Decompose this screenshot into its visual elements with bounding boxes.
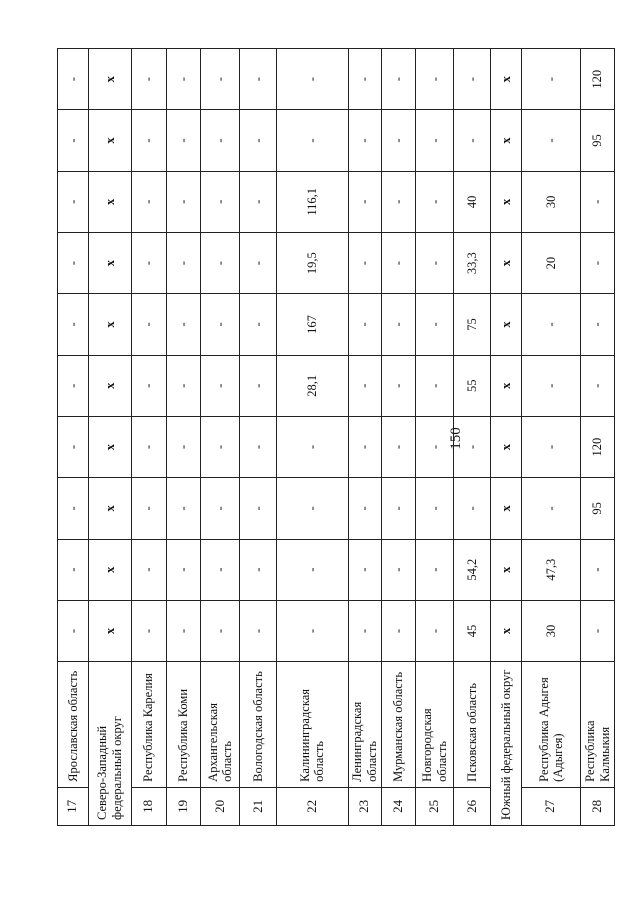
value-cell: - (131, 416, 166, 477)
value-cell: - (381, 600, 416, 661)
table-row (58, 49, 89, 826)
value-cell: - (416, 294, 454, 355)
table-container (57, 48, 615, 826)
value-cell: х (491, 49, 522, 110)
value-cell: 95 (581, 110, 615, 171)
value-cell: - (240, 294, 277, 355)
value-cell: х (88, 232, 131, 293)
district-name-cell: Северо-Западный федеральный округ (88, 662, 131, 826)
row-number-cell: 22 (277, 787, 349, 825)
data-table (57, 48, 615, 826)
region-name-cell: Республика Коми (166, 662, 201, 788)
value-cell: - (381, 294, 416, 355)
value-cell: 75 (454, 294, 491, 355)
row-number-cell: 24 (381, 787, 416, 825)
value-cell: - (416, 171, 454, 232)
value-cell: 116,1 (277, 171, 349, 232)
value-cell: х (88, 355, 131, 416)
region-name-cell: Республика Адыгея (Адыгея) (521, 662, 580, 788)
value-cell: - (521, 355, 580, 416)
value-cell: х (491, 539, 522, 600)
value-cell: - (416, 110, 454, 171)
row-number-cell: 20 (201, 787, 240, 825)
value-cell: - (131, 110, 166, 171)
value-cell: - (58, 539, 89, 600)
value-cell: - (381, 49, 416, 110)
value-cell: х (88, 49, 131, 110)
value-cell: - (348, 600, 381, 661)
value-cell: - (348, 355, 381, 416)
value-cell: - (131, 600, 166, 661)
value-cell: - (416, 416, 454, 477)
region-name-cell: Вологодская область (240, 662, 277, 788)
value-cell: х (491, 600, 522, 661)
region-name-cell: Ленинградская область (348, 662, 381, 788)
region-name-cell: Республика Карелия (131, 662, 166, 788)
value-cell: 54,2 (454, 539, 491, 600)
value-cell: - (521, 416, 580, 477)
row-number-cell: 23 (348, 787, 381, 825)
value-cell: - (240, 478, 277, 539)
value-cell: 95 (581, 478, 615, 539)
value-cell: - (521, 478, 580, 539)
value-cell: - (131, 171, 166, 232)
value-cell: - (277, 49, 349, 110)
row-number-cell: 25 (416, 787, 454, 825)
value-cell: - (201, 232, 240, 293)
value-cell: - (58, 49, 89, 110)
value-cell: - (348, 171, 381, 232)
row-number-cell: 21 (240, 787, 277, 825)
value-cell: - (581, 539, 615, 600)
table-row (201, 49, 240, 826)
value-cell: 47,3 (521, 539, 580, 600)
value-cell: 19,5 (277, 232, 349, 293)
value-cell: - (166, 600, 201, 661)
value-cell: 120 (581, 416, 615, 477)
value-cell: - (521, 110, 580, 171)
value-cell: 55 (454, 355, 491, 416)
value-cell: - (381, 110, 416, 171)
value-cell: - (277, 600, 349, 661)
value-cell: - (201, 600, 240, 661)
value-cell: - (277, 478, 349, 539)
value-cell: 120 (581, 49, 615, 110)
value-cell: - (131, 355, 166, 416)
value-cell: - (381, 171, 416, 232)
region-name-cell: Новгородская область (416, 662, 454, 788)
value-cell: - (201, 539, 240, 600)
value-cell: - (454, 478, 491, 539)
value-cell: х (88, 600, 131, 661)
value-cell: 20 (521, 232, 580, 293)
value-cell: - (166, 539, 201, 600)
value-cell: - (166, 232, 201, 293)
value-cell: - (277, 416, 349, 477)
value-cell: - (348, 110, 381, 171)
value-cell: - (277, 539, 349, 600)
value-cell: - (454, 110, 491, 171)
value-cell: - (201, 355, 240, 416)
value-cell: - (416, 49, 454, 110)
value-cell: - (581, 355, 615, 416)
value-cell: - (201, 416, 240, 477)
row-number-cell: 26 (454, 787, 491, 825)
value-cell: - (416, 478, 454, 539)
row-number-cell: 19 (166, 787, 201, 825)
value-cell: - (348, 416, 381, 477)
value-cell: 45 (454, 600, 491, 661)
region-name-cell: Ярославская область (58, 662, 89, 788)
value-cell: - (58, 478, 89, 539)
value-cell: - (131, 232, 166, 293)
value-cell: - (240, 232, 277, 293)
table-row (166, 49, 201, 826)
value-cell: - (201, 110, 240, 171)
value-cell: - (240, 110, 277, 171)
value-cell: - (58, 355, 89, 416)
value-cell: х (491, 478, 522, 539)
table-row (240, 49, 277, 826)
value-cell: - (58, 294, 89, 355)
value-cell: - (416, 600, 454, 661)
table-row (416, 49, 454, 826)
value-cell: 28,1 (277, 355, 349, 416)
table-row (277, 49, 349, 826)
value-cell: - (201, 171, 240, 232)
value-cell: - (348, 539, 381, 600)
value-cell: 33,3 (454, 232, 491, 293)
value-cell: х (491, 294, 522, 355)
value-cell: х (88, 539, 131, 600)
value-cell: - (348, 478, 381, 539)
region-name-cell: Калининградская область (277, 662, 349, 788)
page-number: 150 (447, 427, 464, 450)
value-cell: - (131, 294, 166, 355)
value-cell: 30 (521, 600, 580, 661)
region-name-cell: Мурманская область (381, 662, 416, 788)
value-cell: х (491, 110, 522, 171)
value-cell: х (491, 232, 522, 293)
row-number-cell: 18 (131, 787, 166, 825)
row-number-cell: 28 (581, 787, 615, 825)
value-cell: - (348, 232, 381, 293)
value-cell: - (381, 478, 416, 539)
table-row (521, 49, 580, 826)
value-cell: - (58, 232, 89, 293)
value-cell: х (88, 294, 131, 355)
value-cell: х (88, 110, 131, 171)
value-cell: - (581, 600, 615, 661)
value-cell: - (131, 478, 166, 539)
value-cell: - (381, 355, 416, 416)
value-cell: 167 (277, 294, 349, 355)
value-cell: - (454, 49, 491, 110)
value-cell: - (240, 171, 277, 232)
value-cell: - (381, 232, 416, 293)
row-number-cell: 27 (521, 787, 580, 825)
value-cell: 30 (521, 171, 580, 232)
table-row (348, 49, 381, 826)
value-cell: х (491, 416, 522, 477)
region-name-cell: Республика Калмыкия (581, 662, 615, 788)
value-cell: - (240, 416, 277, 477)
value-cell: - (581, 232, 615, 293)
value-cell: - (166, 49, 201, 110)
value-cell: - (201, 478, 240, 539)
value-cell: - (131, 49, 166, 110)
value-cell: - (166, 294, 201, 355)
value-cell: - (348, 49, 381, 110)
region-name-cell: Архангельская область (201, 662, 240, 788)
table-row (454, 49, 491, 826)
value-cell: х (491, 355, 522, 416)
value-cell: - (240, 49, 277, 110)
value-cell: 40 (454, 171, 491, 232)
region-name-cell: Псковская область (454, 662, 491, 788)
value-cell: - (277, 110, 349, 171)
table-row (131, 49, 166, 826)
value-cell: - (581, 171, 615, 232)
value-cell: - (58, 416, 89, 477)
value-cell: - (240, 539, 277, 600)
value-cell: - (416, 355, 454, 416)
value-cell: - (166, 416, 201, 477)
value-cell: - (416, 232, 454, 293)
value-cell: - (521, 294, 580, 355)
value-cell: х (88, 171, 131, 232)
value-cell: - (381, 539, 416, 600)
value-cell: - (166, 478, 201, 539)
value-cell: - (201, 294, 240, 355)
value-cell: - (521, 49, 580, 110)
value-cell: - (581, 294, 615, 355)
value-cell: - (58, 600, 89, 661)
district-name-cell: Южный федеральный округ (491, 662, 522, 826)
table-row (381, 49, 416, 826)
value-cell: - (416, 539, 454, 600)
value-cell: - (454, 416, 491, 477)
value-cell: - (348, 294, 381, 355)
value-cell: - (240, 600, 277, 661)
table-body (58, 49, 615, 826)
value-cell: - (58, 110, 89, 171)
value-cell: х (491, 171, 522, 232)
value-cell: х (88, 478, 131, 539)
table-row (491, 49, 522, 826)
row-number-cell: 17 (58, 787, 89, 825)
value-cell: - (166, 110, 201, 171)
value-cell: - (131, 539, 166, 600)
value-cell: - (381, 416, 416, 477)
table-row (581, 49, 615, 826)
value-cell: - (166, 171, 201, 232)
value-cell: х (88, 416, 131, 477)
value-cell: - (240, 355, 277, 416)
table-row (88, 49, 131, 826)
value-cell: - (58, 171, 89, 232)
value-cell: - (166, 355, 201, 416)
value-cell: - (201, 49, 240, 110)
